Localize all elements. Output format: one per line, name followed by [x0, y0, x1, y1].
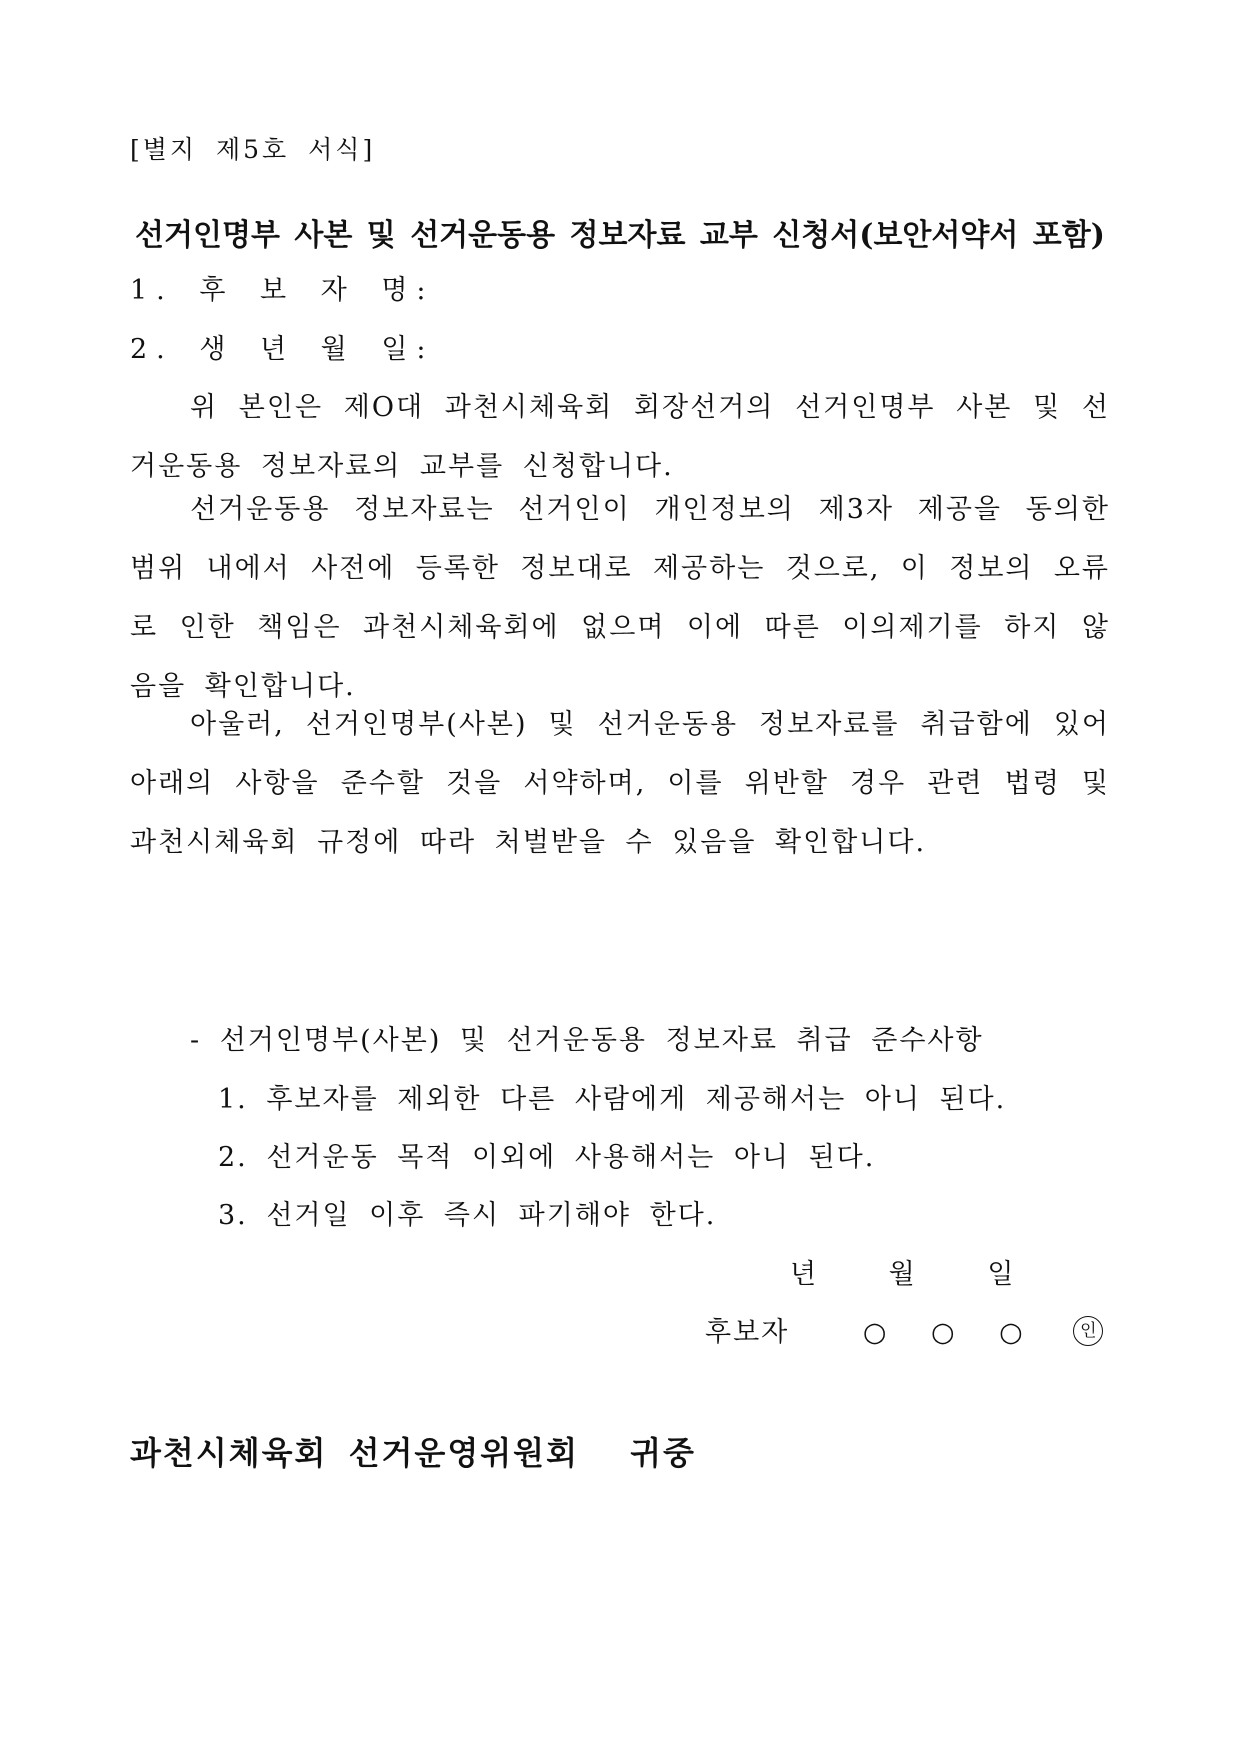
pledge-paragraph: 아울러, 선거인명부(사본) 및 선거운동용 정보자료를 취급함에 있어 아래의 사항을 준수할 것을 서약하며, 이를 위반할 경우 관련 법령 및 과천시체육회 규정에 따라 처벌받을 수 있음을 확인합니다.	[130, 709, 1110, 858]
rules-heading: - 선거인명부(사본) 및 선거운동용 정보자료 취급 준수사항	[190, 1025, 984, 1056]
rule-item: 2. 선거운동 목적 이외에 사용해서는 아니 된다.	[218, 1142, 876, 1173]
addressee-honorific: 귀중	[630, 1434, 696, 1472]
name-placeholder: ○ ○ ○	[862, 1317, 1037, 1348]
addressee	[130, 1428, 696, 1474]
application-paragraph: 위 본인은 제O대 과천시체육회 회장선거의 선거인명부 사본 및 선거운동용 정보자료의 교부를 신청합니다.	[130, 392, 1110, 482]
signature-label: 후보자	[705, 1317, 790, 1348]
candidate-name-field: 1. 후 보 자 명:	[130, 275, 435, 306]
rule-item: 3. 선거일 이후 즉시 파기해야 한다.	[218, 1200, 717, 1231]
addressee-org: 과천시체육회 선거운영위원회	[130, 1434, 579, 1472]
rule-item: 1. 후보자를 제외한 다른 사람에게 제공해서는 아니 된다.	[218, 1084, 1007, 1115]
birth-date-field: 2. 생 년 월 일:	[130, 334, 435, 365]
date-line: 년 월 일	[790, 1259, 1016, 1290]
signature-line	[705, 1310, 1103, 1349]
disclaimer-paragraph: 선거운동용 정보자료는 선거인이 개인정보의 제3자 제공을 동의한 범위 내에서 사전에 등록한 정보대로 제공하는 것으로, 이 정보의 오류로 인한 책임은 과천시체육회에 없으며 이에 따른 이의제기를 하지 않음을 확인합니다.	[130, 494, 1110, 702]
form-number: [별지 제5호 서식]	[130, 135, 376, 164]
document-title: 선거인명부 사본 및 선거운동용 정보자료 교부 신청서(보안서약서 포함)	[135, 218, 1105, 253]
seal-mark: 인	[1073, 1316, 1103, 1346]
